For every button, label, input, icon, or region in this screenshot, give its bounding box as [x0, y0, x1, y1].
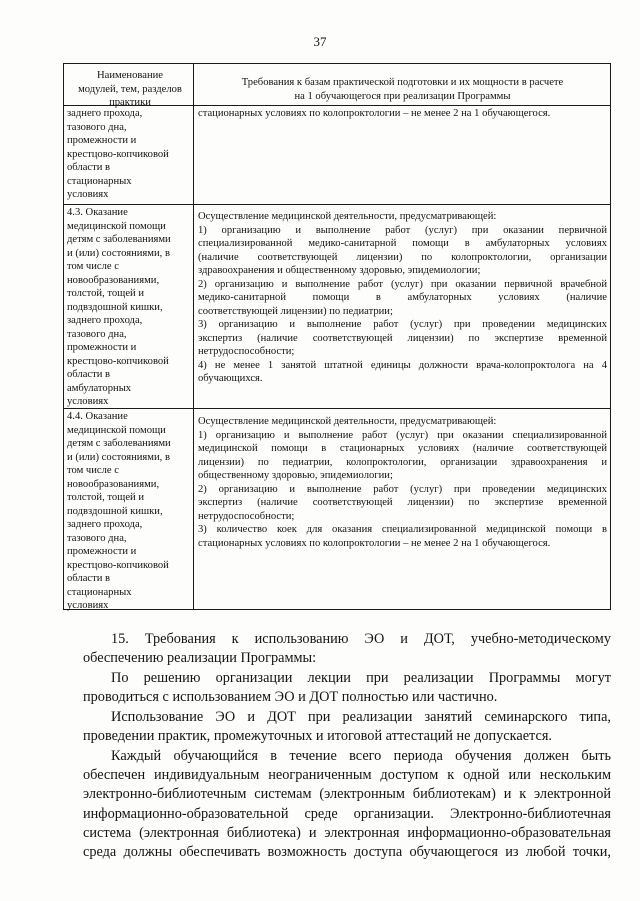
module-line: и (или) состояниями, в [67, 451, 170, 463]
module-line: детям с заболеваниями [67, 234, 171, 245]
paragraph-line: среда должны обеспечивать возможность доступа обучающегося из любой точки, [83, 844, 611, 861]
module-line: медицинской помощи [67, 424, 166, 436]
paragraph-line: Использование ЭО и ДОТ при реализации занятий семинарского типа, [111, 709, 611, 725]
row-0-requirements [194, 107, 611, 121]
module-line: заднего прохода, [67, 519, 143, 530]
requirement-line: нетрудоспособности; [198, 510, 295, 522]
requirement-line: Осуществление медицинской деятельности, предусматривающей: [198, 211, 497, 222]
row-1-module [64, 206, 193, 409]
requirement-line: стационарных условиях по колопроктологии – не менее 2 на 1 обучающегося. [198, 108, 551, 119]
module-line: 4.3. Оказание [67, 207, 128, 218]
module-line: новообразованиями, [67, 478, 160, 490]
paragraph-line: Каждый обучающийся в течение всего периода обучения должен быть [111, 748, 611, 764]
requirements-table [63, 63, 611, 610]
module-line: том числе с [67, 465, 119, 476]
module-line: и (или) состояниями, в [67, 247, 170, 259]
requirement-line: 3) количество коек для оказания специализированной медицинской помощи в [198, 524, 607, 535]
library-access-paragraph [83, 747, 611, 862]
module-line: подвздошной кишки, [67, 505, 163, 517]
module-line: толстой, тощей и [67, 288, 145, 299]
paragraph-line: система (электронная библиотека) и электронная информационно-образовательная [83, 824, 611, 841]
lectures-paragraph [83, 669, 611, 707]
module-line: тазового дна, [67, 328, 127, 340]
module-line: детям с заболеваниями [67, 438, 171, 449]
module-line: заднего прохода, [67, 108, 143, 119]
requirement-line: общественному здоровью, эпидемиологии; [198, 470, 393, 481]
requirement-line: медицинской помощи в стационарных условиях (наличие соответствующей [198, 443, 607, 454]
module-line: промежности и [67, 342, 137, 353]
module-line: медицинской помощи [67, 220, 166, 232]
header-col1-line: практики [109, 97, 151, 108]
row-1-requirements [194, 210, 611, 386]
module-line: области в [67, 369, 111, 380]
module-line: стационарных [67, 586, 132, 598]
module-line: условиях [67, 396, 109, 407]
paragraph-line: обеспечению реализации Программы: [83, 650, 317, 667]
module-line: заднего прохода, [67, 315, 143, 326]
paragraph-line: обеспечен индивидуальным неограниченным доступом к одной или нескольким [83, 767, 611, 784]
module-line: тазового дна, [67, 532, 127, 544]
paragraph-line: проводиться с использованием ЭО и ДОТ полностью или частично. [83, 689, 498, 706]
row-0-module [64, 107, 193, 202]
requirement-line: 4) не менее 1 занятой штатной единицы должности врача-колопроктолога на 4 [198, 359, 607, 371]
module-line: крестцово-копчиковой [67, 559, 169, 571]
requirement-line: медико-санитарной помощи в амбулаторных условиях (наличие [198, 292, 607, 303]
module-line: крестцово-копчиковой [67, 355, 169, 367]
module-line: том числе с [67, 261, 119, 272]
module-line: стационарных [67, 175, 132, 187]
paragraph-line: электронно-библиотечным системам (электронным библиотекам) и к электронной [83, 786, 611, 803]
module-line: крестцово-копчиковой [67, 148, 169, 160]
paragraph-line: 15. Требования к использованию ЭО и ДОТ, учебно-методическому [111, 631, 611, 647]
requirement-line: специализированной медико-санитарной помощи в амбулаторных условиях [198, 238, 607, 249]
requirement-line: Осуществление медицинской деятельности, предусматривающей: [198, 416, 497, 427]
requirement-line: (наличие соответствующей лицензии) по колопроктологии, организации [198, 251, 607, 263]
row-divider [64, 204, 610, 205]
requirement-line: стационарных условиях по колопроктологии – не менее 2 на 1 обучающегося. [198, 537, 551, 549]
requirement-line: здравоохранения и общественному здоровью, эпидемиологии; [198, 265, 481, 276]
module-line: условиях [67, 189, 109, 200]
section-15-paragraph [83, 630, 611, 668]
requirement-line: соответствующей лицензии) по педиатрии; [198, 305, 393, 317]
header-col2-line: на 1 обучающегося при реализации Программы [294, 90, 511, 102]
module-line: новообразованиями, [67, 274, 160, 286]
paragraph-line: По решению организации лекции при реализации Программы могут [111, 670, 611, 686]
requirement-line: 1) организацию и выполнение работ (услуг) при оказании специализированной [198, 429, 607, 441]
module-line: промежности и [67, 135, 137, 146]
header-col2-line: Требования к базам практической подготовки и их мощности в расчете [241, 77, 564, 88]
requirement-line: 3) организацию и выполнение работ (услуг) при проведении медицинских [198, 319, 607, 330]
module-line: подвздошной кишки, [67, 301, 163, 313]
module-line: амбулаторных [67, 382, 132, 394]
header-col1 [64, 69, 193, 110]
requirement-line: нетрудоспособности; [198, 346, 295, 357]
requirement-line: обучающихся. [198, 373, 263, 384]
page-number: 37 [313, 34, 327, 49]
module-line: 4.4. Оказание [67, 411, 128, 422]
requirement-line: экспертиз (наличие соответствующей лицензии) по экспертизе временной [198, 497, 607, 508]
header-col2 [194, 76, 611, 103]
paragraph-line: проведении практик, промежуточных и итоговой аттестаций не допускается. [83, 728, 552, 745]
header-col1-line: Наименование [97, 70, 163, 81]
requirement-line: лицензии) по педиатрии, колопроктологии, организации здравоохранения и [198, 456, 607, 468]
requirement-line: 2) организацию и выполнение работ (услуг) при проведении медицинских [198, 483, 607, 495]
row-2-requirements [194, 415, 611, 550]
module-line: области в [67, 573, 111, 584]
requirement-line: 2) организацию и выполнение работ (услуг) при оказании первичной врачебной [198, 278, 607, 290]
paragraph-line: информационно-образовательной среде организации. Электронно-библиотечная [83, 805, 611, 822]
module-line: тазового дна, [67, 121, 127, 133]
requirement-line: экспертиз (наличие соответствующей лицензии) по экспертизе временной [198, 332, 607, 344]
row-2-module [64, 410, 193, 613]
module-line: промежности и [67, 546, 137, 557]
seminars-paragraph [83, 708, 611, 746]
module-line: условиях [67, 600, 109, 611]
requirement-line: 1) организацию и выполнение работ (услуг) при оказании первичной [198, 224, 607, 236]
module-line: области в [67, 162, 111, 173]
header-col1-line: модулей, тем, разделов [78, 83, 182, 95]
module-line: толстой, тощей и [67, 492, 145, 503]
